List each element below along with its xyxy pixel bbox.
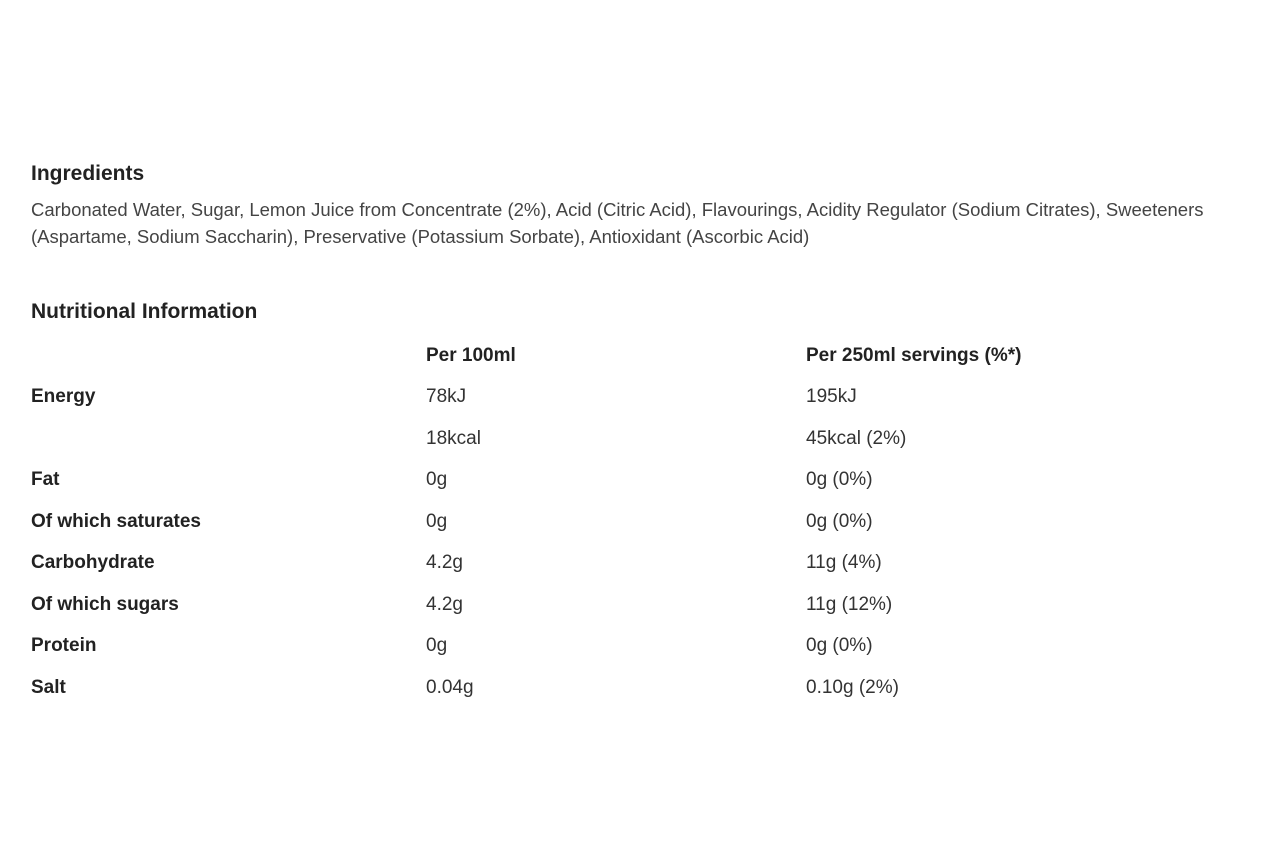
column-header-per-100ml: Per 100ml (426, 344, 516, 366)
nutrient-label: Energy (31, 386, 96, 408)
column-header-nutrient (31, 335, 426, 377)
per-250ml-value: 11g (4%) (806, 552, 882, 574)
per-100ml-value: 0g (426, 635, 448, 657)
per-250ml-value: 11g (12%) (806, 593, 893, 615)
per-250ml-value: 45kcal (2%) (806, 427, 907, 449)
per-100ml-value: 18kcal (426, 427, 481, 449)
per-100ml-value: 0g (426, 510, 448, 532)
table-row (31, 543, 1206, 585)
nutrient-label: Of which saturates (31, 510, 201, 532)
per-250ml-value: 195kJ (806, 386, 857, 408)
table-row (31, 667, 1206, 709)
nutrient-label: Salt (31, 676, 66, 698)
per-100ml-value: 4.2g (426, 593, 463, 615)
nutrient-label: Fat (31, 469, 60, 491)
nutrient-label: Of which sugars (31, 593, 179, 615)
nutrient-label: Carbohydrate (31, 552, 155, 574)
table-row (31, 501, 1206, 543)
per-250ml-value: 0g (0%) (806, 635, 873, 657)
nutrition-header-row (31, 335, 1206, 377)
per-250ml-value: 0.10g (2%) (806, 676, 899, 698)
per-100ml-value: 0.04g (426, 676, 474, 698)
nutrient-label (31, 418, 426, 460)
per-250ml-value: 0g (0%) (806, 510, 873, 532)
table-row (31, 377, 1206, 419)
nutrition-heading: Nutritional Information (31, 300, 258, 323)
table-row (31, 418, 1206, 460)
ingredients-heading: Ingredients (31, 162, 145, 185)
per-100ml-value: 4.2g (426, 552, 463, 574)
ingredients-text: Carbonated Water, Sugar, Lemon Juice from Concentrate (2%), Acid (Citric Acid), Flavourings, Acidity Regulator (Sodium Citrates), Sweeteners (Aspartame, Sodium Saccharin), Preservative (Potassium Sorbate), Antioxidant (Ascorbic Acid) (31, 199, 1204, 247)
per-100ml-value: 0g (426, 469, 448, 491)
per-250ml-value: 0g (0%) (806, 469, 873, 491)
table-row (31, 460, 1206, 502)
nutrient-label: Protein (31, 635, 97, 657)
table-row (31, 584, 1206, 626)
nutrition-table (31, 335, 1206, 709)
per-100ml-value: 78kJ (426, 386, 467, 408)
column-header-per-250ml: Per 250ml servings (%*) (806, 344, 1022, 366)
table-row (31, 626, 1206, 668)
